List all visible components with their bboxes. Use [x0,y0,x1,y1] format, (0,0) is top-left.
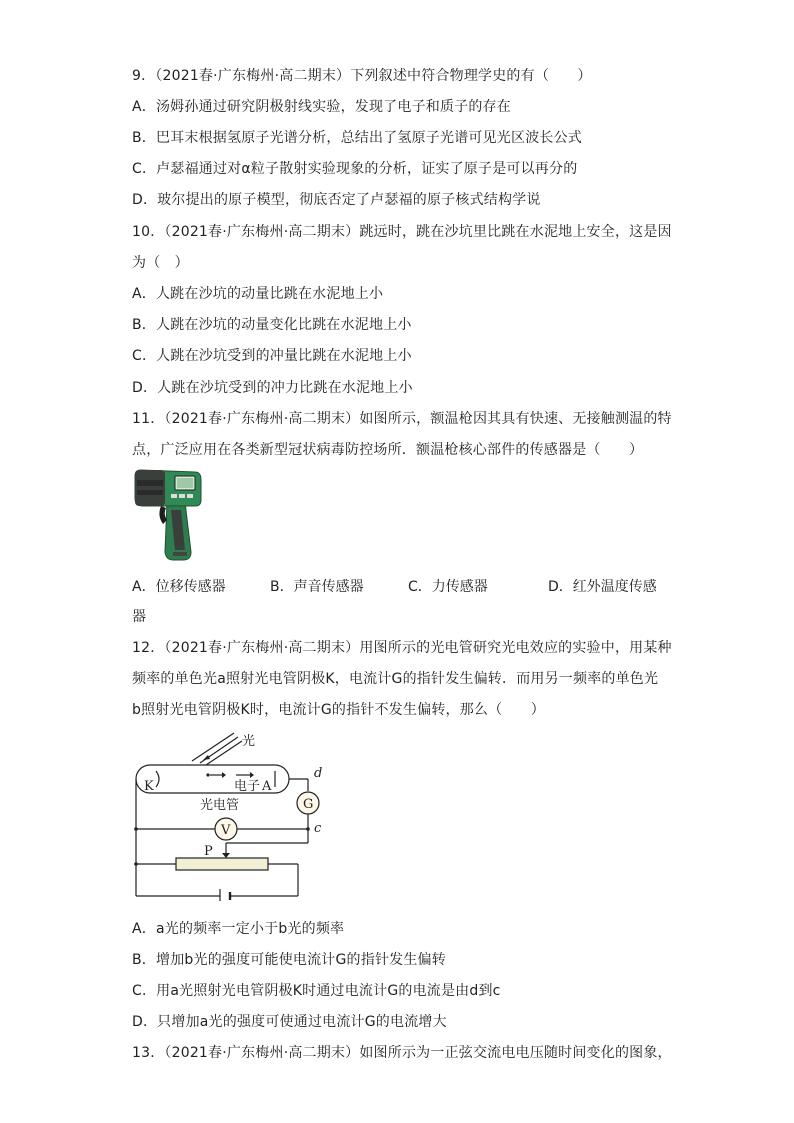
q10-option-c: C．人跳在沙坑受到的冲量比跳在水泥地上小 [132,348,412,364]
q9-option-c: C．卢瑟福通过对α粒子散射实验现象的分析，证实了原子是可以再分的 [132,161,578,177]
q12-option-a: A．a光的频率一定小于b光的频率 [132,921,345,937]
slider-label: P [204,844,213,859]
q11-options-row [132,576,672,596]
q10-option-b: B．人跳在沙坑的动量变化比跳在水泥地上小 [132,317,412,333]
q12-stem-line3: b照射光电管阴极K时，电流计G的指针不发生偏转，那么（ ） [132,702,545,718]
photoelectric-circuit-diagram [130,731,330,901]
q9-option-d: D．玻尔提出的原子模型，彻底否定了卢瑟福的原子核式结构学说 [132,192,541,208]
electron-label: 电子 [234,779,261,794]
q11-stem-line1: 11．（2021春·广东梅州·高二期末）如图所示，额温枪因其具有快速、无接触测温的特 [132,411,672,427]
q13-stem-line1: 13．（2021春·广东梅州·高二期末）如图所示为一正弦交流电电压随时间变化的图象， [132,1045,672,1061]
galvanometer-label: G [303,797,314,812]
voltmeter-label: V [221,823,231,838]
q11-option-d: D．红外温度传感 [548,579,657,595]
cathode-label: K [144,779,154,794]
light-label: 光 [242,734,256,749]
q12-stem-line1: 12．（2021春·广东梅州·高二期末）用图所示的光电管研究光电效应的实验中，用某种 [132,640,672,656]
q9-option-a: A．汤姆孙通过研究阴极射线实验，发现了电子和质子的存在 [132,99,511,115]
q11-option-c: C．力传感器 [408,579,488,595]
q12-option-d: D．只增加a光的强度可使通过电流计G的电流增大 [132,1014,447,1030]
q10-option-a: A．人跳在沙坑的动量比跳在水泥地上小 [132,286,384,302]
q9-option-b: B．巴耳末根据氢原子光谱分析，总结出了氢原子光谱可见光区波长公式 [132,130,583,146]
q10-stem-line2: 为（ ） [132,255,189,271]
q10-stem-line1: 10．（2021春·广东梅州·高二期末）跳远时，跳在沙坑里比跳在水泥地上安全，这是因 [132,224,672,240]
q10-option-d: D．人跳在沙坑受到的冲力比跳在水泥地上小 [132,380,413,396]
q11-stem-line2: 点，广泛应用在各类新型冠状病毒防控场所．额温枪核心部件的传感器是（ ） [132,442,644,458]
q11-option-a: A．位移传感器 [132,579,226,595]
q11-option-d-wrap: 器 [132,609,147,625]
q12-option-b: B．增加b光的强度可能使电流计G的指针发生偏转 [132,952,446,968]
anode-label: A [262,779,272,794]
q12-option-c: C．用a光照射光电管阴极K时通过电流计G的电流是由d到c [132,983,501,999]
q12-stem-line2: 频率的单色光a照射光电管阴极K，电流计G的指针发生偏转．而用另一频率的单色光 [132,671,659,687]
infrared-thermometer-image [133,466,203,564]
q11-option-b: B．声音传感器 [270,579,364,595]
tube-label: 光电管 [200,798,240,813]
node-d-label: d [314,766,323,781]
node-c-label: c [314,821,322,836]
q9-stem: 9．（2021春·广东梅州·高二期末）下列叙述中符合物理学史的有（ ） [132,68,592,84]
